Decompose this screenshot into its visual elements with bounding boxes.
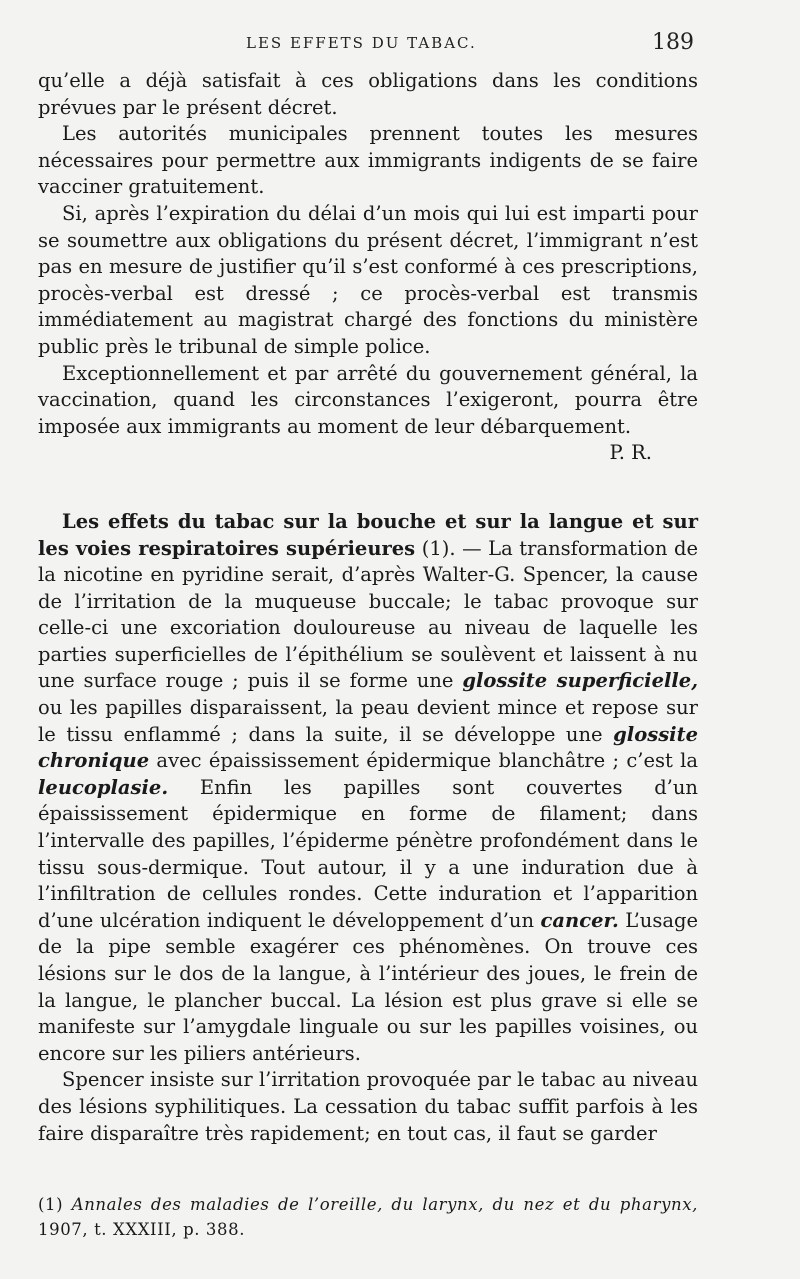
article-text-b: ou les papilles disparaissent, la peau devient mince et repose sur le tissu enflammé ; dans la suite, il se développe une bbox=[38, 696, 698, 746]
author-signature: P. R. bbox=[609, 441, 652, 465]
footnote-marker: (1) bbox=[38, 1195, 64, 1214]
article-text-d: Enfin les papilles sont couvertes d’un épaississement épidermique en forme de filament; dans l’intervalle des papilles, l’épiderme pénètre profondément dans le tissu sous-dermique. Tout autour, il y a une induration due à l’infiltration de cellules rondes. Cette induration et l’apparition d’une ulcération indiquent le développement d’un bbox=[38, 775, 698, 932]
paragraph-expiration: Si, après l’expiration du délai d’un mois qui lui est imparti pour se soumettre aux obligations du présent décret, l’immigrant n’est pas en mesure de justifier qu’il s’est conformé à ces prescriptions, procès-verbal est dressé ; ce procès-verbal est transmis immédiatement au magistrat chargé des fonctions du ministère public près le tribunal de simple police. bbox=[38, 201, 698, 358]
footnote bbox=[38, 1192, 698, 1242]
footnote-reference: (1). bbox=[421, 536, 456, 560]
term-glossite-superficielle: glossite superficielle, bbox=[462, 669, 698, 693]
article-text-e: L’usage de la pipe semble exagérer ces phénomènes. On trouve ces lésions sur le dos de la langue, à l’intérieur des joues, le frein de la langue, le plancher buccal. La lésion est plus grave si elle se manifeste sur l’amygdale linguale ou sur les papilles voisines, ou encore sur les piliers antérieurs. bbox=[38, 908, 698, 1065]
footnote-details: 1907, t. XXXIII, p. 388. bbox=[38, 1220, 246, 1239]
term-leucoplasie: leucoplasie. bbox=[38, 775, 169, 799]
footnote-source: Annales des maladies de l’oreille, du larynx, du nez et du pharynx, bbox=[71, 1195, 698, 1214]
term-glossite-chronique: glossite chronique bbox=[38, 722, 698, 773]
term-cancer: cancer. bbox=[540, 908, 619, 932]
paragraph-spencer: Spencer insiste sur l’irritation provoquée par le tabac au niveau des lésions syphilitiques. La cessation du tabac suffit parfois à les faire disparaître très rapidement; en tout cas, il faut se garder bbox=[38, 1068, 698, 1145]
page-number: 189 bbox=[652, 30, 694, 55]
paragraph-continuation: qu’elle a déjà satisfait à ces obligations dans les conditions prévues par le présent décret. bbox=[38, 69, 698, 119]
page-header bbox=[38, 28, 698, 58]
article-text-a: — La transformation de la nicotine en pyridine serait, d’après Walter-G. Spencer, la cause de l’irritation de la muqueuse buccale; le tabac provoque sur celle-ci une excoriation douloureuse au niveau de laquelle les parties superficielles de l’épithélium se soulèvent et laissent à nu une surface rouge ; puis il se forme une bbox=[38, 536, 698, 693]
paragraph-municipal-authorities: Les autorités municipales prennent toutes les mesures nécessaires pour permettre aux immigrants indigents de se faire vacciner gratuitement. bbox=[38, 122, 698, 199]
body-text bbox=[38, 68, 698, 1147]
article-title: Les effets du tabac sur la bouche et sur la langue et sur les voies respiratoires supérieures bbox=[38, 509, 698, 560]
running-title: LES EFFETS DU TABAC. bbox=[246, 34, 477, 52]
paragraph-exceptionally: Exceptionnellement et par arrêté du gouvernement général, la vaccination, quand les circonstances l’exigeront, pourra être imposée aux immigrants au moment de leur débarquement. bbox=[38, 361, 698, 438]
article-text-c: avec épaississement épidermique blanchâtre ; c’est la bbox=[149, 749, 698, 773]
article-paragraph bbox=[38, 509, 698, 1067]
